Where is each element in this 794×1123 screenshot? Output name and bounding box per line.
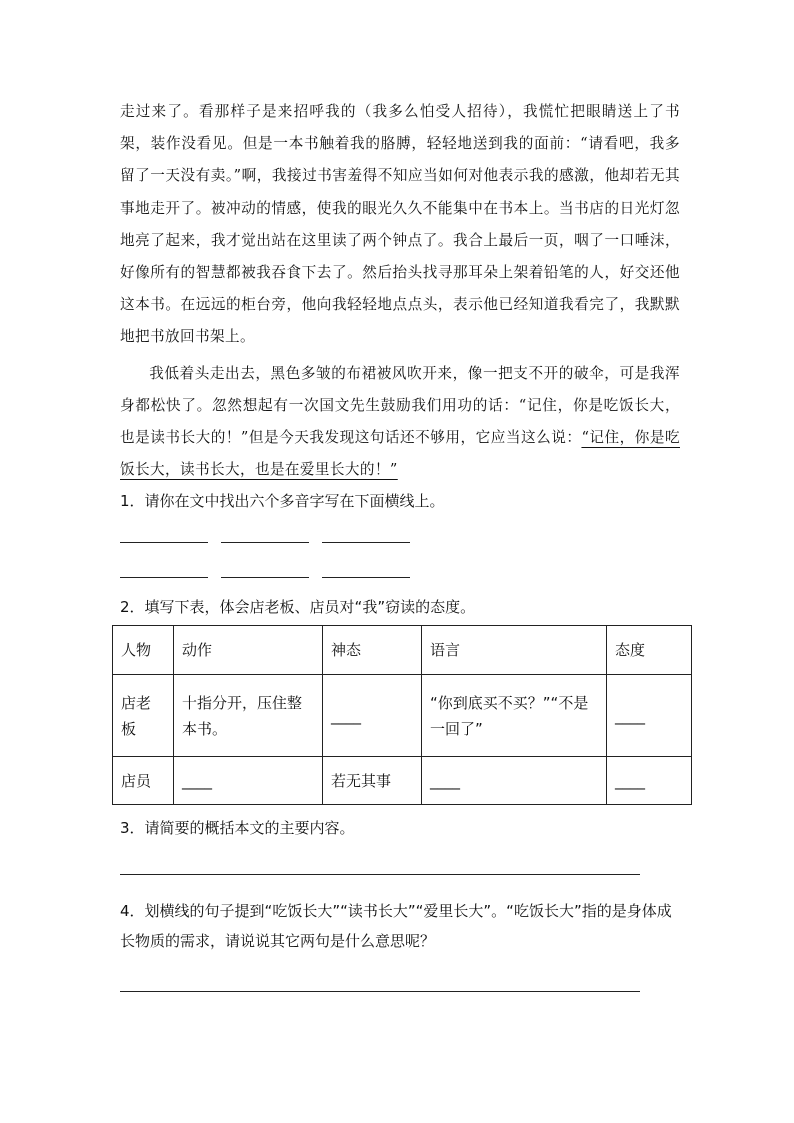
question-2: 2．填写下表，体会店老板、店员对“我”窃读的态度。: [120, 598, 476, 616]
passage-paragraph-2-text: 我低着头走出去，黑色多皱的布裙被风吹开来，像一把支不开的破伞，可是我浑身都松快了。忽然想起有一次国文先生鼓励我们用功的话：“记住，你是吃饭长大，也是读书长大的！”但是今天我发现这句话还不够用，它应当这么说：: [120, 364, 680, 447]
answer-blank[interactable]: [120, 577, 208, 578]
attitude-table: [112, 625, 692, 805]
underlined-sentence: “记住，你是吃饭长大，读书长大，也是在爱里长大的！”: [120, 429, 680, 479]
table-cell-blank[interactable]: ____: [174, 757, 323, 805]
passage-paragraph-2: [120, 358, 680, 487]
passage-paragraph-1: 走过来了。看那样子是来招呼我的（我多么怕受人招待），我慌忙把眼睛送上了书架，装作没看见。但是一本书触着我的胳膊，轻轻地送到我的面前：“请看吧，我多留了一天没有卖。”啊，我接过书害羞得不知应当如何对他表示我的感激，他却若无其事地走开了。被冲动的情感，使我的眼光久久不能集中在书本上。当书店的日光灯忽地亮了起来，我才觉出站在这里读了两个钟点了。我合上最后一页，咽了一口唾沫，好像所有的智慧都被我吞食下去了。然后抬头找寻那耳朵上架着铅笔的人，好交还他这本书。在远远的柜台旁，他向我轻轻地点点头，表示他已经知道我看完了，我默默地把书放回书架上。: [120, 103, 680, 346]
answer-blank[interactable]: [221, 542, 309, 543]
table-cell-blank[interactable]: ____: [607, 675, 692, 757]
question-3: 3．请简要的概括本文的主要内容。: [120, 819, 355, 837]
answer-line[interactable]: [120, 991, 640, 992]
table-cell: 十指分开，压住整本书。: [174, 675, 323, 757]
table-cell: 店老板: [113, 675, 174, 757]
table-cell: 店员: [113, 757, 174, 805]
table-cell-blank[interactable]: ____: [422, 757, 607, 805]
question-4: 4．划横线的句子提到“吃饭长大”“读书长大”“爱里长大”。“吃饭长大”指的是身体成长物质的需求，请说说其它两句是什么意思呢？: [120, 902, 672, 950]
answer-blank[interactable]: [221, 577, 309, 578]
table-header-row: [113, 626, 692, 675]
table-header-cell: 神态: [323, 626, 422, 675]
answer-blank[interactable]: [322, 542, 410, 543]
answer-blank[interactable]: [322, 577, 410, 578]
table-header-cell: 态度: [607, 626, 692, 675]
answer-line[interactable]: [120, 874, 640, 875]
table-cell-blank[interactable]: ____: [323, 675, 422, 757]
table-header-cell: 动作: [174, 626, 323, 675]
table-row: [113, 675, 692, 757]
answer-blank[interactable]: [120, 542, 208, 543]
table-row: [113, 757, 692, 805]
table-cell-blank[interactable]: ____: [607, 757, 692, 805]
question-1: 1．请你在文中找出六个多音字写在下面横线上。: [120, 492, 445, 510]
reading-passage: [120, 96, 680, 486]
table-header-cell: 人物: [113, 626, 174, 675]
table-cell: “你到底买不买？”“不是一回了”: [422, 675, 607, 757]
table-header-cell: 语言: [422, 626, 607, 675]
table-cell: 若无其事: [323, 757, 422, 805]
